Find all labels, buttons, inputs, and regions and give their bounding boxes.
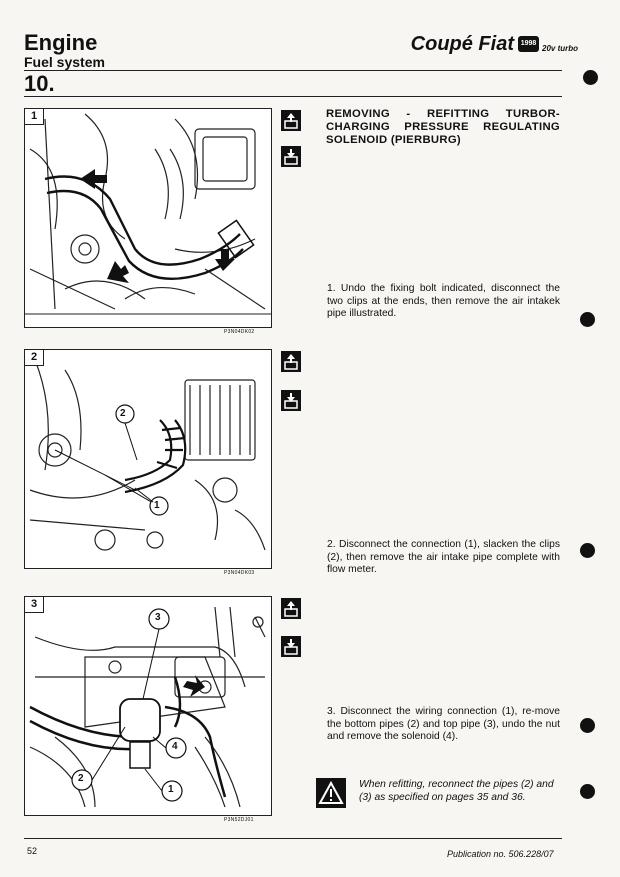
refitting-icon [281,636,301,657]
figure-1-drawing [25,109,271,327]
section-title: Engine [24,30,98,55]
removing-icon [281,110,301,131]
subsection-title: Fuel system [24,54,105,70]
figure-1-code: P3N04DK02 [224,329,255,335]
header-rule [24,70,562,71]
figure-2-drawing [25,350,271,568]
figure-2-callout-1: 1 [154,500,160,511]
section-number: 10. [24,71,55,96]
figure-3-callout-1: 1 [168,784,174,795]
figure-3-drawing [25,597,271,815]
refitting-icon [281,146,301,167]
figure-2-callout-2: 2 [120,408,126,419]
figure-3-number: 3 [25,597,44,613]
refitting-note: When refitting, reconnect the pipes (2) and (3) as specified on pages 35 and 36. [359,779,554,803]
figure-1 [24,108,272,328]
year-badge: 1998 [518,36,539,52]
figure-2 [24,349,272,569]
figure-3-code: P3N52DJ01 [224,817,254,823]
margin-dot [580,784,595,799]
warning-icon [316,778,346,808]
section-rule [24,96,562,97]
figure-1-number: 1 [25,109,44,125]
margin-dot [580,543,595,558]
refitting-icon [281,390,301,411]
removing-icon [281,598,301,619]
footer-rule [24,838,562,839]
brand-title: Coupé Fiat [410,33,514,55]
margin-dot [580,718,595,733]
figure-3-callout-4: 4 [172,741,178,752]
margin-dot [580,312,595,327]
figure-3-callout-3: 3 [155,612,161,623]
step-1: 1. Undo the fixing bolt indicated, disconnect the two clips at the ends, then remove the air intakek pipe illustrated. [327,283,560,319]
publication-number: Publication no. 506.228/07 [447,849,554,859]
step-2: 2. Disconnect the connection (1), slacken the clips (2), then remove the air intake pipe complete with flow meter. [327,539,560,575]
removing-icon [281,351,301,372]
engine-label: 20v turbo [542,44,579,53]
figure-3 [24,596,272,816]
figure-3-callout-2: 2 [78,773,84,784]
step-3: 3. Disconnect the wiring connection (1), re-move the bottom pipes (2) and top pipe (3), undo the nut and remove the solenoid (4). [327,706,560,742]
figure-2-number: 2 [25,350,44,366]
procedure-heading: REMOVING - REFITTING TURBOR-CHARGING PRESSURE REGULATING SOLENOID (PIERBURG) [326,108,560,146]
page-number: 52 [27,846,38,856]
figure-2-code: P3N04DK03 [224,570,255,576]
margin-dot [583,70,598,85]
